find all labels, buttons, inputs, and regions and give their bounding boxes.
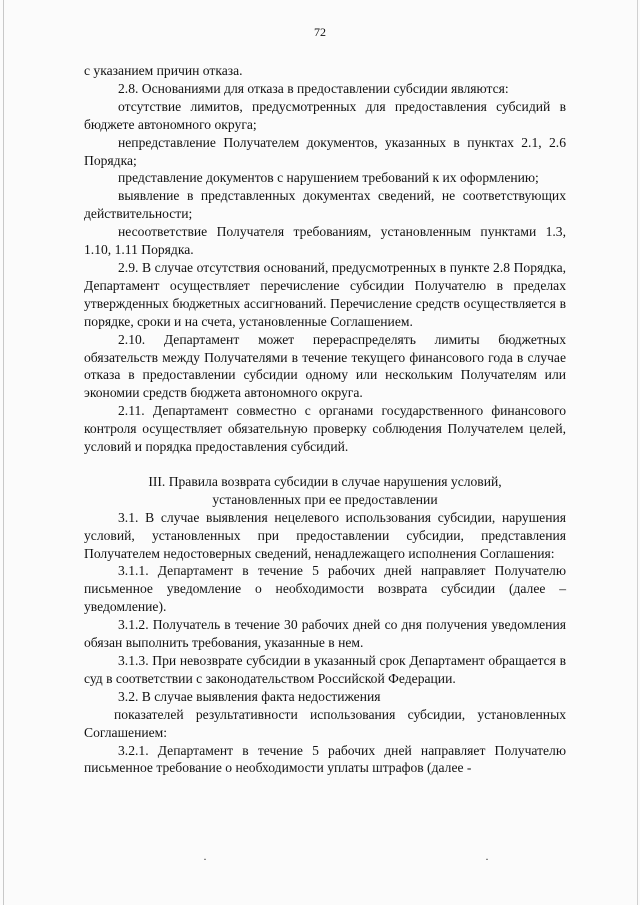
paragraph: 3.1.3. При невозврате субсидии в указанный срок Департамент обращается в суд в соответствии с законодательством Российской Федерации.	[84, 653, 566, 686]
paragraph: показателей результативности использования субсидии, установленных Соглашением:	[84, 706, 566, 740]
paragraph: 2.10. Департамент может перераспределять лимиты бюджетных обязательств между Получателями в течение текущего финансового года в случае отказа в предоставлении субсидии одному или нескольким Получателям или экономии средств бюджета автономного округа.	[84, 331, 566, 401]
scan-speck: ·	[485, 852, 489, 866]
paragraph: представление документов с нарушением требований к их оформлению;	[118, 170, 539, 186]
paragraph: 3.2. В случае выявления факта недостижения	[118, 688, 381, 704]
scan-edge-right	[637, 0, 638, 905]
paragraph: 3.1. В случае выявления нецелевого использования субсидии, нарушения условий, установленных при предоставлении субсидии, представления Получателем недостоверных сведений, ненадлежащего исполнения Соглашения:	[84, 509, 566, 561]
paragraph: 2.11. Департамент совместно с органами государственного финансового контроля осуществляет обязательную проверку соблюдения Получателем целей, условий и порядка предоставления субсидий.	[84, 403, 566, 455]
paragraph: выявление в представленных документах сведений, не соответствующих действительности;	[84, 188, 566, 222]
document-body	[84, 62, 566, 777]
section-heading-line: III. Правила возврата субсидии в случае нарушения условий,	[148, 473, 502, 489]
paragraph: непредставление Получателем документов, указанных в пунктах 2.1, 2.6 Порядка;	[84, 134, 566, 168]
paragraph: 3.1.1. Департамент в течение 5 рабочих дней направляет Получателю письменное уведомление о необходимости возврата субсидии (далее – уведомление).	[84, 563, 566, 615]
section-heading-line: установленных при ее предоставлении	[212, 491, 438, 507]
paragraph: 2.9. В случае отсутствия оснований, предусмотренных в пункте 2.8 Порядка, Департамент осуществляет перечисление субсидии Получателю в пределах утвержденных бюджетных ассигнований. Перечисление средств осуществляется в порядке, сроки и на счета, установленные Соглашением.	[84, 259, 566, 329]
scan-speck: ·	[203, 852, 207, 866]
paragraph: с указанием причин отказа.	[84, 63, 243, 78]
paragraph: 3.1.2. Получатель в течение 30 рабочих дней со дня получения уведомления обязан выполнить требования, указанные в нем.	[84, 617, 566, 651]
paragraph: 2.8. Основаниями для отказа в предоставлении субсидии являются:	[118, 80, 509, 96]
section-heading	[84, 473, 566, 509]
paragraph: несоответствие Получателя требованиям, установленным пунктами 1.3, 1.10, 1.11 Порядка.	[84, 224, 566, 258]
paragraph: 3.2.1. Департамент в течение 5 рабочих дней направляет Получателю письменное требование о необходимости уплаты штрафов (далее -	[84, 742, 566, 776]
scan-edge-left	[3, 0, 4, 905]
paragraph: отсутствие лимитов, предусмотренных для предоставления субсидий в бюджете автономного округа;	[84, 98, 566, 132]
page-number: 72	[314, 25, 326, 39]
